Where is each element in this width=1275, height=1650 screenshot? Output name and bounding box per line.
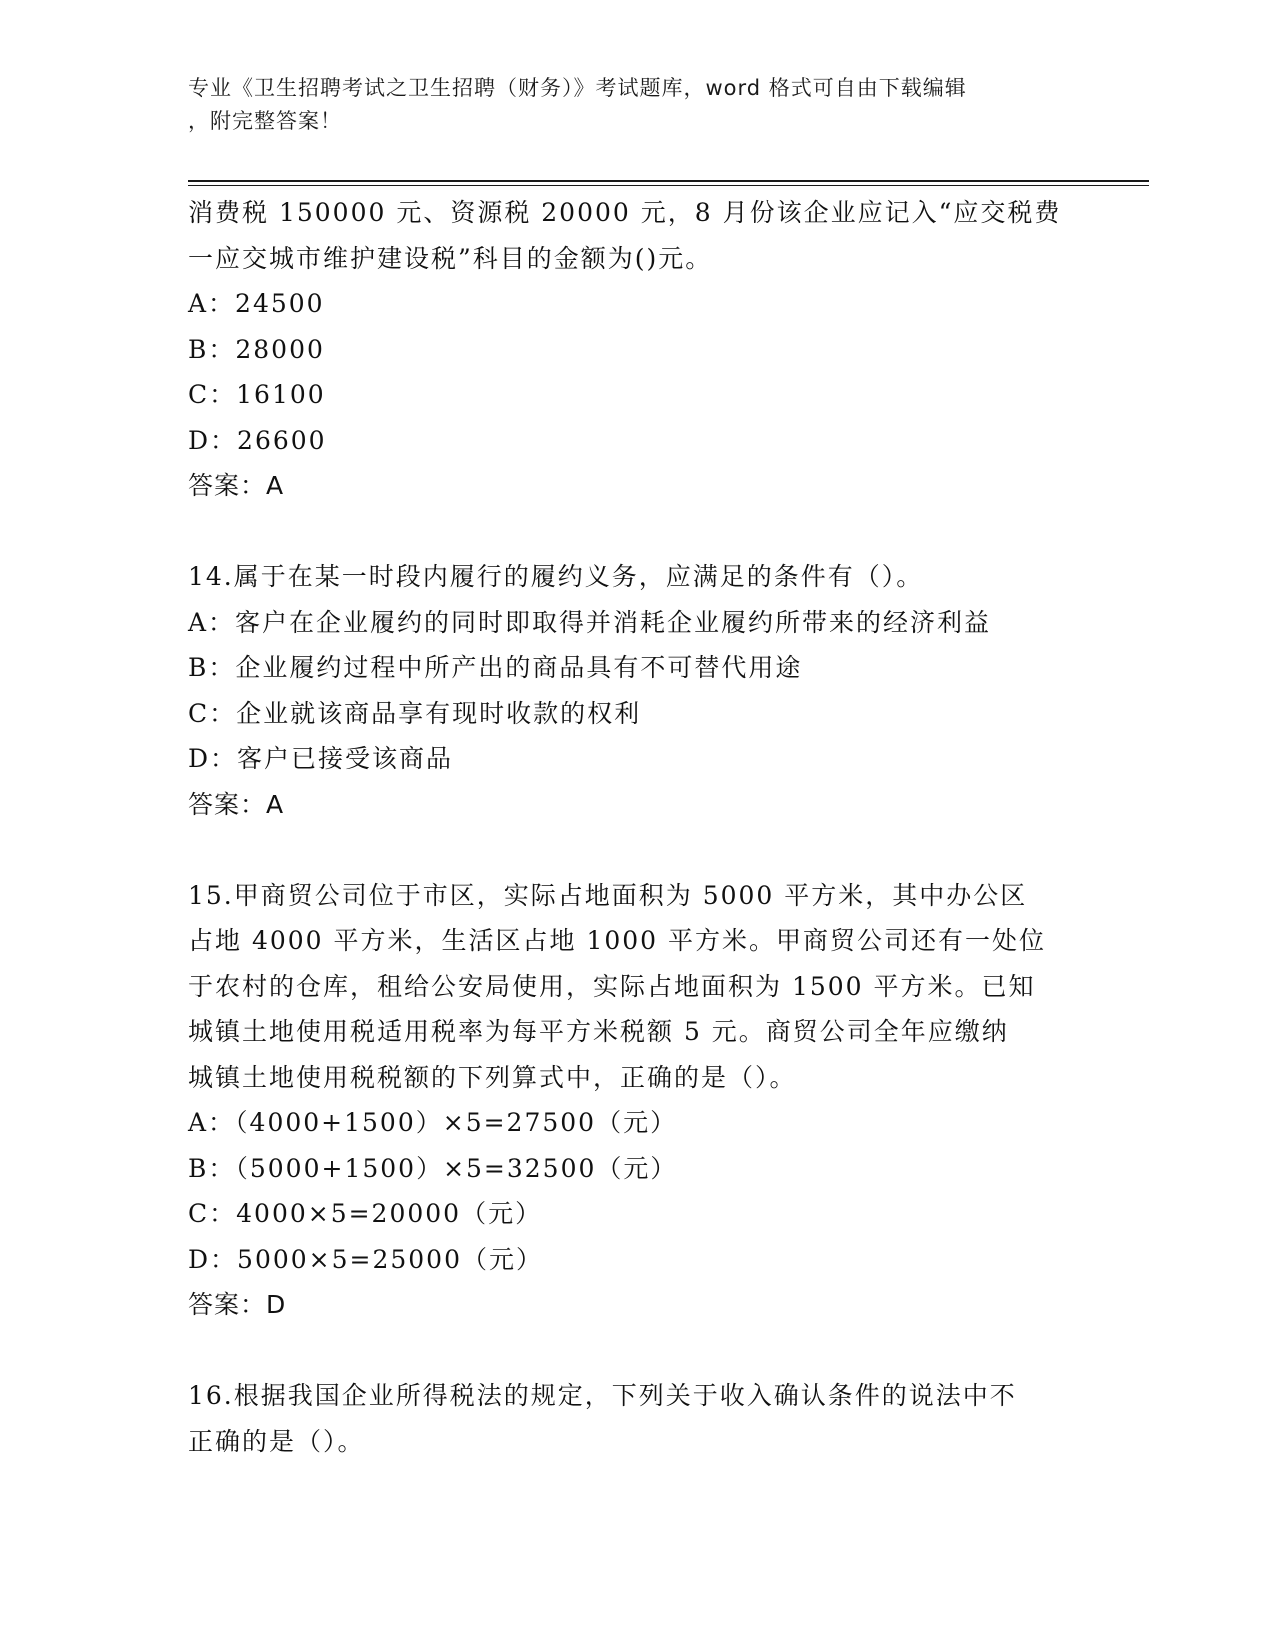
question-stem-line: 15.甲商贸公司位于市区，实际占地面积为 5000 平方米，其中办公区 bbox=[188, 880, 1028, 910]
question-stem-line: 14.属于在某一时段内履行的履约义务，应满足的条件有（）。 bbox=[188, 562, 924, 591]
header-line-1: 专业《卫生招聘考试之卫生招聘（财务）》考试题库，word 格式可自由下载编辑 bbox=[188, 76, 967, 100]
option-b: B：企业履约过程中所产出的商品具有不可替代用途 bbox=[188, 653, 803, 682]
option-d: D：26600 bbox=[188, 425, 327, 455]
question-16 bbox=[188, 1373, 1088, 1464]
question-14 bbox=[188, 554, 1088, 827]
option-b: B：（5000+1500）×5=32500（元） bbox=[188, 1153, 678, 1183]
question-stem-line: 正确的是（）。 bbox=[188, 1426, 365, 1456]
question-stem-line: 消费税 150000 元、资源税 20000 元，8 月份该企业应记入“应交税费 bbox=[188, 198, 1062, 227]
question-stem-line: 16.根据我国企业所得税法的规定，下列关于收入确认条件的说法中不 bbox=[188, 1381, 1017, 1410]
header-line-2: ，附完整答案！ bbox=[188, 109, 342, 133]
option-a: A：24500 bbox=[188, 289, 325, 318]
question-stem-line: 城镇土地使用税税额的下列算式中，正确的是（）。 bbox=[188, 1062, 797, 1092]
option-d: D：客户已接受该商品 bbox=[188, 744, 454, 773]
header-divider-thin bbox=[188, 185, 1149, 186]
question-list bbox=[188, 190, 1088, 1464]
option-d: D：5000×5=25000（元） bbox=[188, 1244, 543, 1274]
question-15 bbox=[188, 873, 1088, 1328]
answer-label: 答案：D bbox=[188, 1290, 287, 1319]
answer-label: 答案：A bbox=[188, 471, 285, 500]
option-a: A：客户在企业履约的同时即取得并消耗企业履约所带来的经济利益 bbox=[188, 607, 992, 637]
option-c: C：企业就该商品享有现时收款的权利 bbox=[188, 698, 642, 728]
question-13 bbox=[188, 190, 1088, 509]
answer-label: 答案：A bbox=[188, 789, 285, 819]
option-c: C：4000×5=20000（元） bbox=[188, 1199, 543, 1228]
question-spacer bbox=[188, 1328, 1088, 1374]
document-header bbox=[188, 72, 1088, 138]
question-spacer bbox=[188, 827, 1088, 873]
header-divider-thick bbox=[188, 180, 1149, 182]
question-stem-line: 占地 4000 平方米，生活区占地 1000 平方米。甲商贸公司还有一处位 bbox=[188, 926, 1047, 955]
question-spacer bbox=[188, 509, 1088, 555]
question-stem-line: 一应交城市维护建设税”科目的金额为()元。 bbox=[188, 243, 713, 273]
question-stem-line: 于农村的仓库，租给公安局使用，实际占地面积为 1500 平方米。已知 bbox=[188, 971, 1036, 1001]
question-stem-line: 城镇土地使用税适用税率为每平方米税额 5 元。商贸公司全年应缴纳 bbox=[188, 1017, 1009, 1046]
option-a: A：（4000+1500）×5=27500（元） bbox=[188, 1108, 678, 1137]
option-c: C：16100 bbox=[188, 380, 326, 409]
option-b: B：28000 bbox=[188, 334, 325, 364]
